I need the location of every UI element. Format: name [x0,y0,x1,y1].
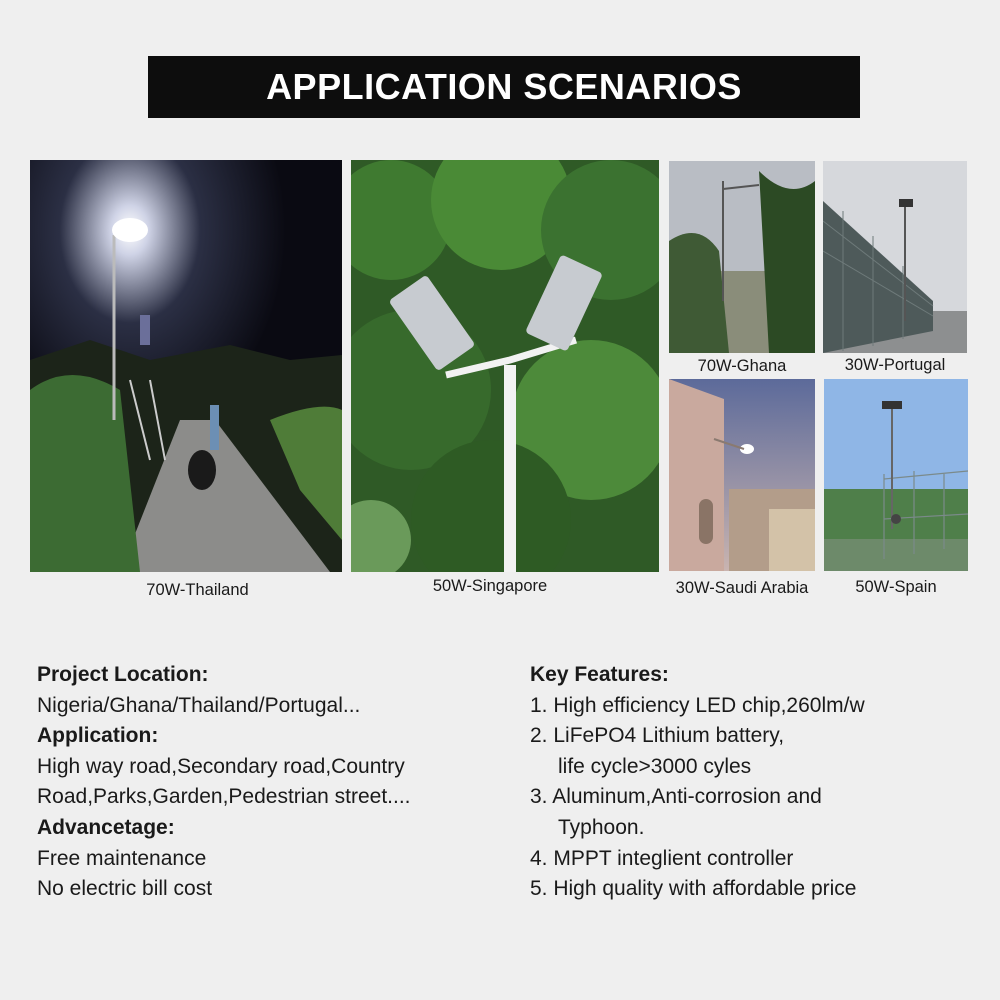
project-location-text: Nigeria/Ghana/Thailand/Portugal... [37,693,361,717]
feature-3-continued: Typhoon. [558,815,645,839]
caption-singapore: 50W-Singapore [432,577,548,595]
application-heading: Application: [37,724,159,748]
left-info-block [37,660,411,905]
advantage-line-1: Free maintenance [37,846,207,870]
advantage-heading: Advancetage: [37,815,175,839]
application-line-2: Road,Parks,Garden,Pedestrian street.... [37,785,411,809]
caption-saudi: 30W-Saudi Arabia [675,579,809,597]
feature-1: 1. High efficiency LED chip,260lm/w [530,693,865,717]
caption-spain: 50W-Spain [855,578,937,596]
application-line-1: High way road,Secondary road,Country [37,754,405,778]
title-banner [148,56,860,118]
photo-portugal [823,161,967,353]
feature-2: 2. LiFePO4 Lithium battery, [530,724,785,748]
caption-portugal: 30W-Portugal [844,356,946,374]
photo-spain [824,379,968,571]
advantage-line-2: No electric bill cost [37,877,213,901]
photo-ghana [669,161,815,353]
photo-saudi [669,379,815,571]
photo-singapore [351,160,659,572]
feature-4: 4. MPPT integlient controller [530,846,794,870]
feature-3: 3. Aluminum,Anti-corrosion and [530,785,822,809]
page-title: APPLICATION SCENARIOS [266,66,742,107]
feature-2-continued: life cycle>3000 cyles [558,754,752,778]
feature-5: 5. High quality with affordable price [530,877,857,901]
key-features-heading: Key Features: [530,663,669,686]
project-location-heading: Project Location: [37,663,209,686]
caption-ghana: 70W-Ghana [697,357,787,375]
caption-thailand: 70W-Thailand [146,581,249,599]
photo-thailand [30,160,342,572]
key-features-block [530,660,865,905]
